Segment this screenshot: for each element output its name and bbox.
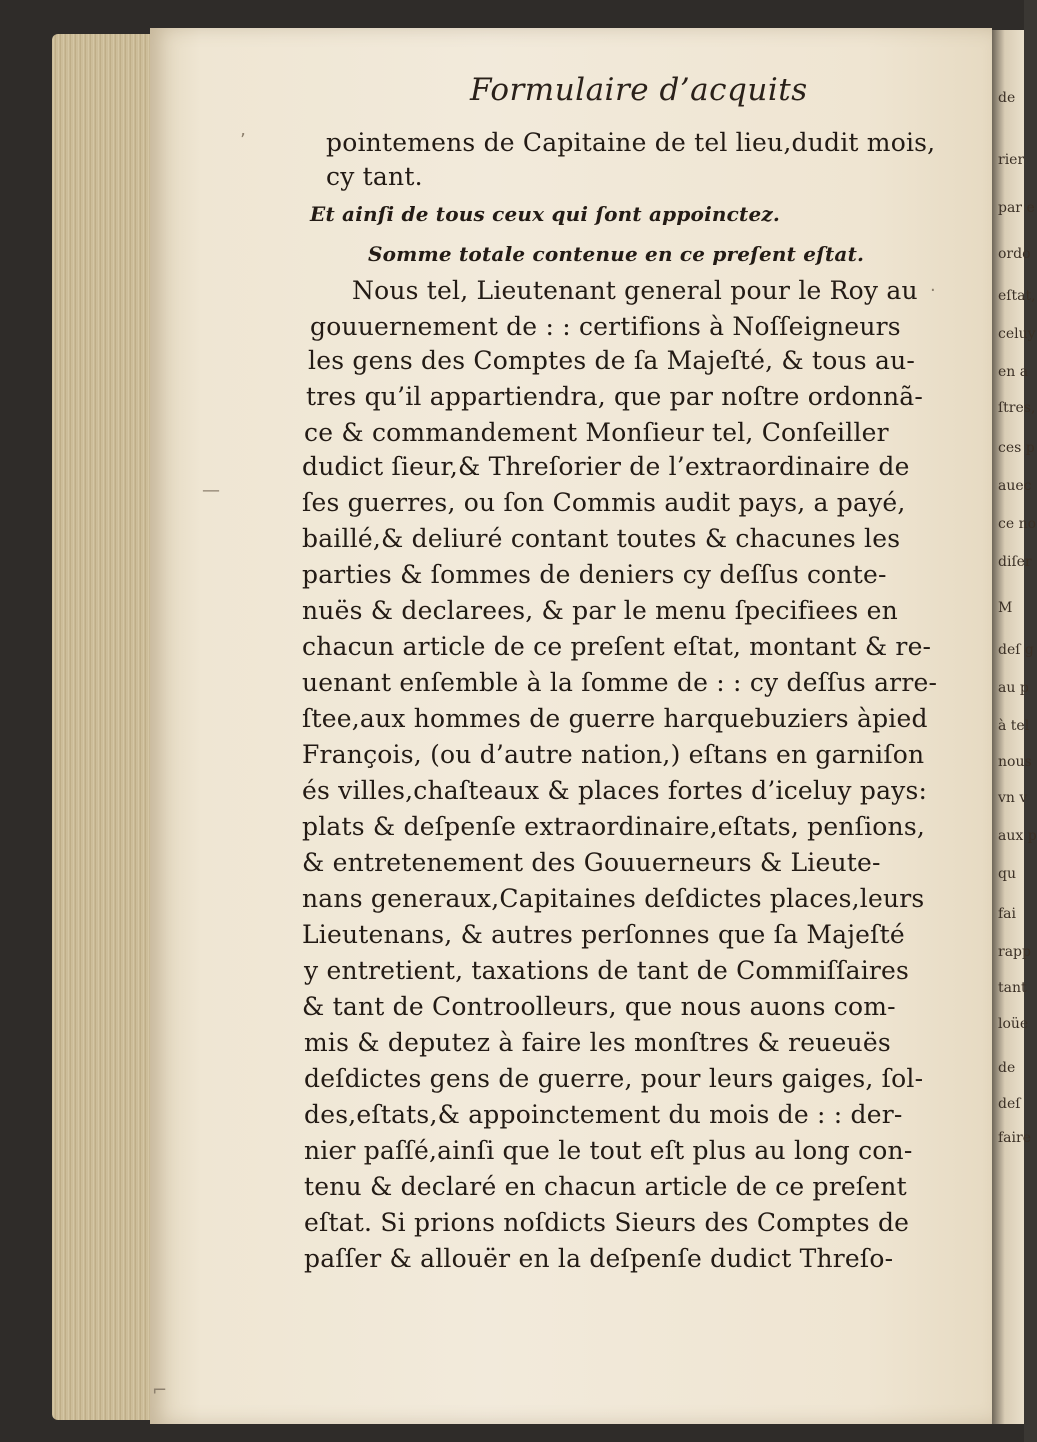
margin-mark: · bbox=[930, 280, 936, 301]
running-head: Formulaire d’acquits bbox=[470, 72, 808, 108]
text-line: cy tant. bbox=[326, 162, 423, 191]
facing-page-fragment: aux p bbox=[998, 828, 1037, 844]
facing-page-fragment: diſer bbox=[998, 554, 1032, 570]
margin-mark: ⌐ bbox=[152, 1380, 168, 1401]
text-line: nuës & declarees, & par le menu ſpecifiees en bbox=[302, 596, 898, 625]
text-line: Lieutenans, & autres perſonnes que ſa Majeſté bbox=[302, 920, 905, 949]
text-line: ſes guerres, ou ſon Commis audit pays, a payé, bbox=[302, 488, 906, 517]
text-line: François, (ou d’autre nation,) eſtans en garniſon bbox=[302, 740, 925, 769]
facing-page-fragment: ſtres, bbox=[998, 400, 1036, 416]
text-line: ſtee,aux hommes de guerre harquebuziers àpied bbox=[302, 704, 928, 733]
text-line: tenu & declaré en chacun article de ce preſent bbox=[304, 1172, 907, 1201]
facing-page-fragment: de bbox=[998, 90, 1016, 106]
facing-page-fragment: ces p bbox=[998, 440, 1035, 456]
facing-page-fragment: celuy bbox=[998, 326, 1036, 342]
facing-page-fragment: vn v bbox=[998, 790, 1028, 806]
text-line: gouuernement de : : certifions à Noſſeigneurs bbox=[310, 312, 901, 341]
facing-page-fragment: par e bbox=[998, 200, 1035, 216]
text-line: des,eſtats,& appoinctement du mois de : : der- bbox=[304, 1100, 903, 1129]
text-line: deſdictes gens de guerre, pour leurs gaiges, ſol- bbox=[304, 1064, 924, 1093]
text-line: paſſer & allouër en la deſpenſe dudict Threſo- bbox=[304, 1244, 894, 1273]
text-line: pointemens de Capitaine de tel lieu,dudit mois, bbox=[326, 128, 936, 157]
facing-page-fragment: auec bbox=[998, 478, 1032, 494]
text-line: nans generaux,Capitaines deſdictes places,leurs bbox=[302, 884, 925, 913]
facing-page-fragment: fai bbox=[998, 906, 1017, 922]
text-line: és villes,chaſteaux & places fortes d’iceluy pays: bbox=[302, 776, 928, 805]
text-line: tres qu’il appartiendra, que par noſtre ordonnã- bbox=[306, 382, 924, 411]
text-line: Et ainſi de tous ceux qui ſont appoinctez. bbox=[310, 202, 781, 226]
facing-page-fragment: de bbox=[998, 1060, 1016, 1076]
facing-page-fragment: eſtat, bbox=[998, 288, 1036, 304]
facing-page-fragment: rapp bbox=[998, 944, 1031, 960]
text-line: & entretenement des Gouuerneurs & Lieute- bbox=[302, 848, 881, 877]
facing-page-fragment: ce no bbox=[998, 516, 1037, 532]
facing-page-fragment: nous bbox=[998, 754, 1032, 770]
text-line: eſtat. Si prions noſdicts Sieurs des Comptes de bbox=[304, 1208, 910, 1237]
text-line: nier paſſé,ainſi que le tout eſt plus au long con- bbox=[304, 1136, 913, 1165]
facing-page-fragment: M bbox=[998, 600, 1013, 616]
margin-mark: — bbox=[202, 480, 220, 501]
text-line: uenant enſemble à la ſomme de : : cy deſſus arre- bbox=[302, 668, 938, 697]
text-line: les gens des Comptes de ſa Majeſté, & tous au- bbox=[308, 346, 916, 375]
facing-page-fragment: deſ bbox=[998, 1096, 1021, 1112]
facing-page-fragment: au p bbox=[998, 680, 1029, 696]
facing-page-fragment: qu bbox=[998, 866, 1016, 882]
facing-page-fragment: rier bbox=[998, 152, 1025, 168]
text-line: Somme totale contenue en ce preſent eſtat. bbox=[368, 242, 865, 266]
facing-page-fragment: loüe bbox=[998, 1016, 1029, 1032]
facing-page-edge bbox=[992, 30, 1037, 1424]
text-line: baillé,& deliuré contant toutes & chacunes les bbox=[302, 524, 901, 553]
margin-mark: ’ bbox=[240, 130, 246, 151]
text-line: y entretient, taxations de tant de Commiſſaires bbox=[304, 956, 910, 985]
text-line: & tant de Controolleurs, que nous auons com- bbox=[302, 992, 896, 1021]
text-line: plats & deſpenſe extraordinaire,eſtats, penſions, bbox=[302, 812, 926, 841]
facing-page-fragment: deſ g bbox=[998, 642, 1034, 658]
text-line: chacun article de ce preſent eſtat, montant & re- bbox=[302, 632, 932, 661]
text-line: Nous tel, Lieutenant general pour le Roy au bbox=[352, 276, 918, 305]
facing-page-fragment: à tel bbox=[998, 718, 1030, 734]
text-line: ce & commandement Monſieur tel, Conſeiller bbox=[304, 418, 889, 447]
text-line: dudict ſieur,& Threſorier de l’extraordinaire de bbox=[302, 452, 910, 481]
facing-page-fragment: ordo bbox=[998, 246, 1031, 262]
facing-page-fragment: tant bbox=[998, 980, 1027, 996]
text-line: mis & deputez à faire les monſtres & reueuës bbox=[304, 1028, 891, 1057]
facing-page-fragment: en a bbox=[998, 364, 1029, 380]
facing-page-fragment: faire bbox=[998, 1130, 1031, 1146]
text-line: parties & ſommes de deniers cy deſſus conte- bbox=[302, 560, 887, 589]
